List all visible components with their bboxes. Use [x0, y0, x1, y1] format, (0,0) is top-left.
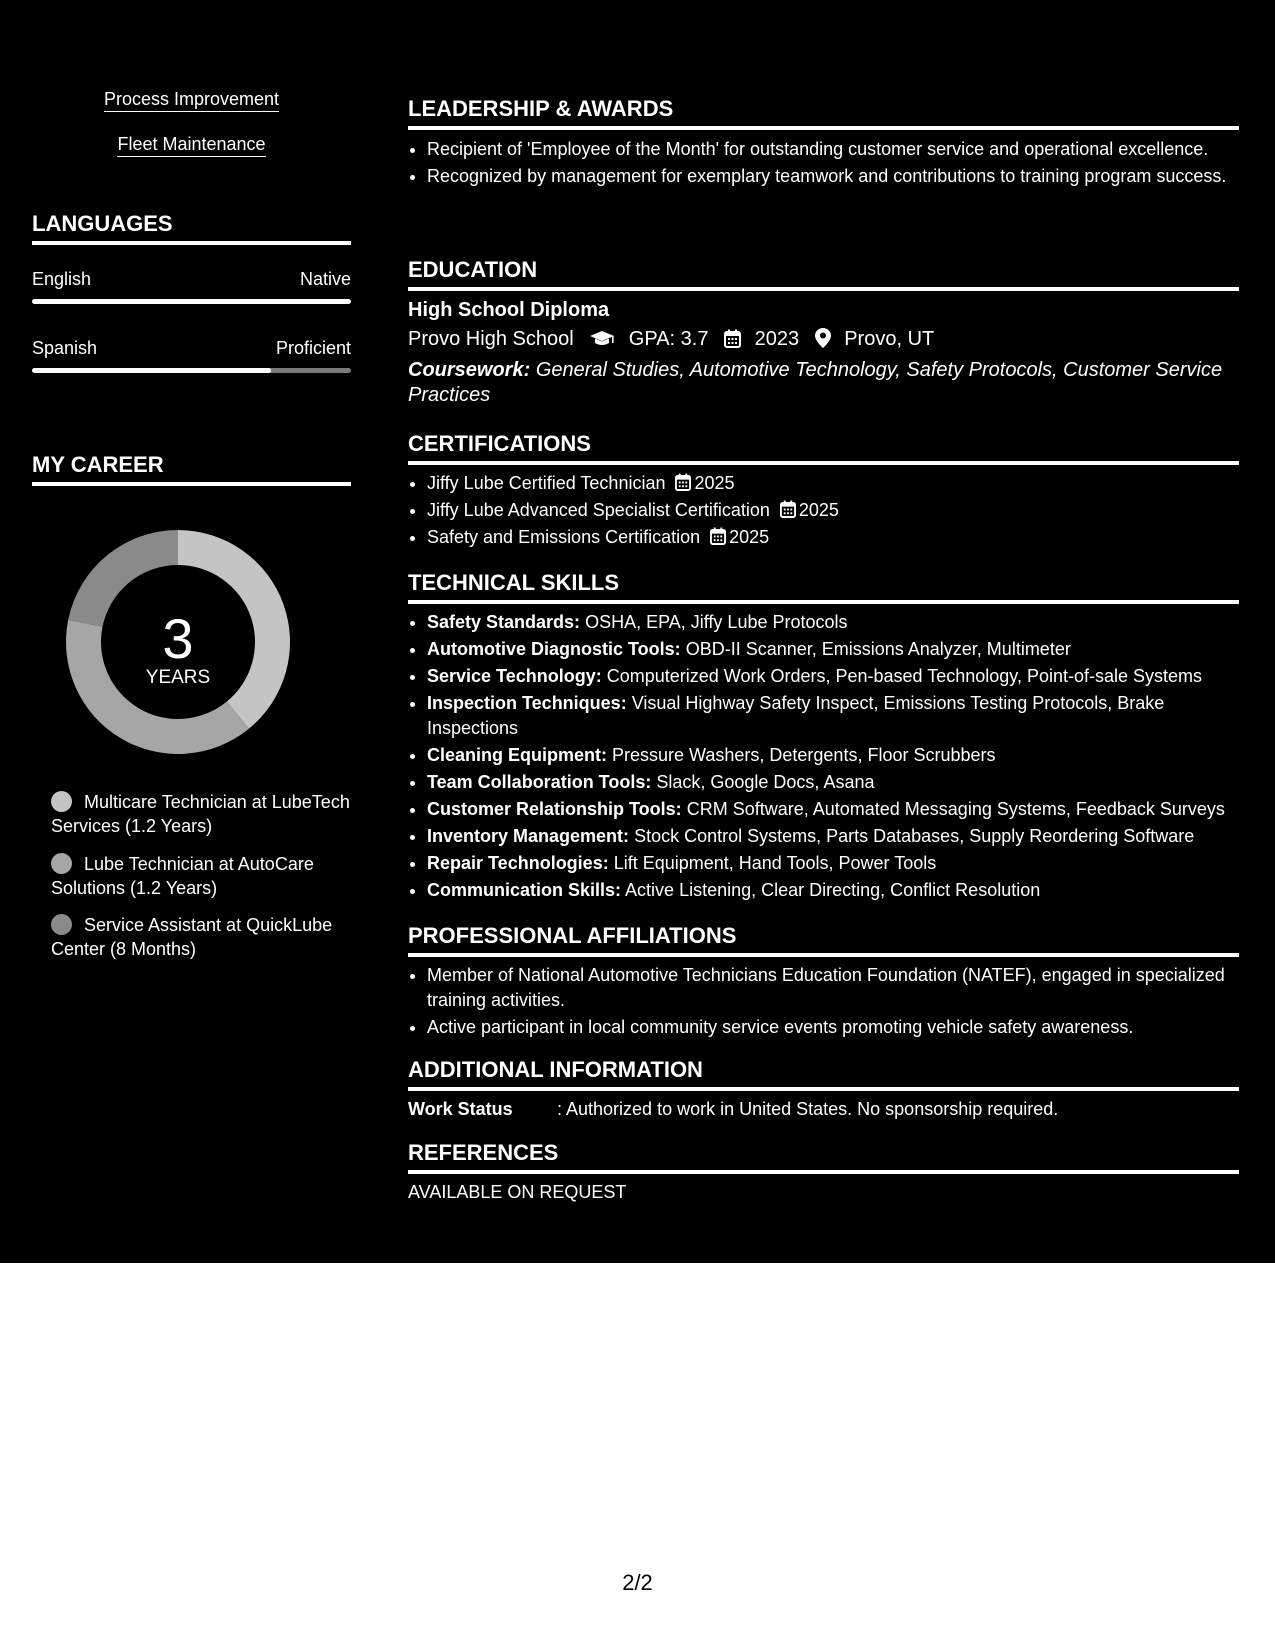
language-proficiency-bar [32, 368, 351, 373]
certifications-list [408, 471, 1258, 552]
skill-item: • Safety Standards: OSHA, EPA, Jiffy Lube Protocols [427, 610, 1258, 635]
calendar-icon [724, 329, 741, 348]
skill-item: • Inventory Management: Stock Control Systems, Parts Databases, Supply Reordering Software [427, 824, 1258, 849]
legend-dot-icon [51, 914, 72, 935]
education-location: Provo, UT [844, 328, 935, 350]
legend-dot-icon [51, 791, 72, 812]
certification-item: • Jiffy Lube Certified Technician 2025 [427, 471, 1258, 496]
references-heading: REFERENCES [408, 1139, 1239, 1174]
affiliations-list [408, 963, 1258, 1042]
skill-item: • Service Technology: Computerized Work Orders, Pen-based Technology, Point-of-sale Systems [427, 664, 1258, 689]
technical-skills-heading: TECHNICAL SKILLS [408, 569, 1239, 604]
certifications-heading: CERTIFICATIONS [408, 430, 1239, 465]
certification-item: • Jiffy Lube Advanced Specialist Certification 2025 [427, 498, 1258, 523]
skill-item: • Inspection Techniques: Visual Highway Safety Inspect, Emissions Testing Protocols, Brake Inspections [427, 691, 1258, 741]
list-item: • Active participant in local community service events promoting vehicle safety awareness. [427, 1015, 1258, 1040]
career-heading: MY CAREER [32, 451, 351, 486]
leadership-list [408, 137, 1258, 191]
language-level: Native [299, 269, 351, 289]
technical-skills-list [408, 610, 1258, 905]
certification-item: • Safety and Emissions Certification 2025 [427, 525, 1258, 550]
language-level: Proficient [275, 338, 351, 358]
work-status-value: : Authorized to work in United States. No sponsorship required. [557, 1099, 1059, 1119]
career-total-unit: YEARS [145, 667, 211, 688]
education-coursework: Coursework: General Studies, Automotive Technology, Safety Protocols, Customer Service Practices [408, 359, 1223, 406]
education-school: Provo High School [408, 328, 574, 350]
references-text: AVAILABLE ON REQUEST [408, 1182, 627, 1202]
list-item: • Member of National Automotive Technicians Education Foundation (NATEF), engaged in specialized training activities. [427, 963, 1258, 1013]
career-legend-item: Multicare Technician at LubeTech Services (1.2 Years) [51, 792, 350, 836]
career-total-value: 3 [162, 607, 194, 670]
work-status [408, 1097, 1239, 1121]
skill-tag: Process Improvement [32, 87, 351, 111]
legend-dot-icon [51, 853, 72, 874]
skill-item: • Communication Skills: Active Listening, Clear Directing, Conflict Resolution [427, 878, 1258, 903]
additional-info-heading: ADDITIONAL INFORMATION [408, 1056, 1239, 1091]
calendar-icon [675, 473, 691, 491]
skill-item: • Cleaning Equipment: Pressure Washers, Detergents, Floor Scrubbers [427, 743, 1258, 768]
skill-item: • Automotive Diagnostic Tools: OBD-II Scanner, Emissions Analyzer, Multimeter [427, 637, 1258, 662]
graduation-cap-icon [589, 330, 615, 348]
work-status-label: Work Status [408, 1099, 513, 1119]
donut-segment [178, 530, 290, 729]
skill-item: • Team Collaboration Tools: Slack, Google Docs, Asana [427, 770, 1258, 795]
education-year: 2023 [754, 328, 800, 350]
career-donut-chart [66, 530, 290, 754]
skill-item: • Customer Relationship Tools: CRM Software, Automated Messaging Systems, Feedback Surveys [427, 797, 1258, 822]
education-heading: EDUCATION [408, 256, 1239, 291]
affiliations-heading: PROFESSIONAL AFFILIATIONS [408, 922, 1239, 957]
languages-heading: LANGUAGES [32, 210, 351, 245]
language-proficiency-bar [32, 299, 351, 304]
language-name: English [32, 269, 92, 289]
list-item: • Recipient of 'Employee of the Month' for outstanding customer service and operational excellence. [427, 137, 1258, 162]
language-proficiency-fill [32, 299, 351, 304]
language-proficiency-fill [32, 368, 271, 373]
skill-tag: Fleet Maintenance [32, 132, 351, 156]
language-name: Spanish [32, 338, 98, 358]
skill-item: • Repair Technologies: Lift Equipment, Hand Tools, Power Tools [427, 851, 1258, 876]
map-pin-icon [815, 328, 831, 348]
career-legend-item: Lube Technician at AutoCare Solutions (1.2 Years) [51, 854, 314, 898]
page-number: 2/2 [622, 1570, 653, 1595]
education-gpa: GPA: 3.7 [628, 328, 709, 350]
leadership-heading: LEADERSHIP & AWARDS [408, 95, 1239, 130]
career-legend-item: Service Assistant at QuickLube Center (8 Months) [51, 915, 333, 959]
education-degree: High School Diploma [408, 299, 610, 321]
list-item: • Recognized by management for exemplary teamwork and contributions to training program success. [427, 164, 1258, 189]
calendar-icon [780, 500, 796, 518]
calendar-icon [710, 527, 726, 545]
education-meta [408, 326, 934, 352]
